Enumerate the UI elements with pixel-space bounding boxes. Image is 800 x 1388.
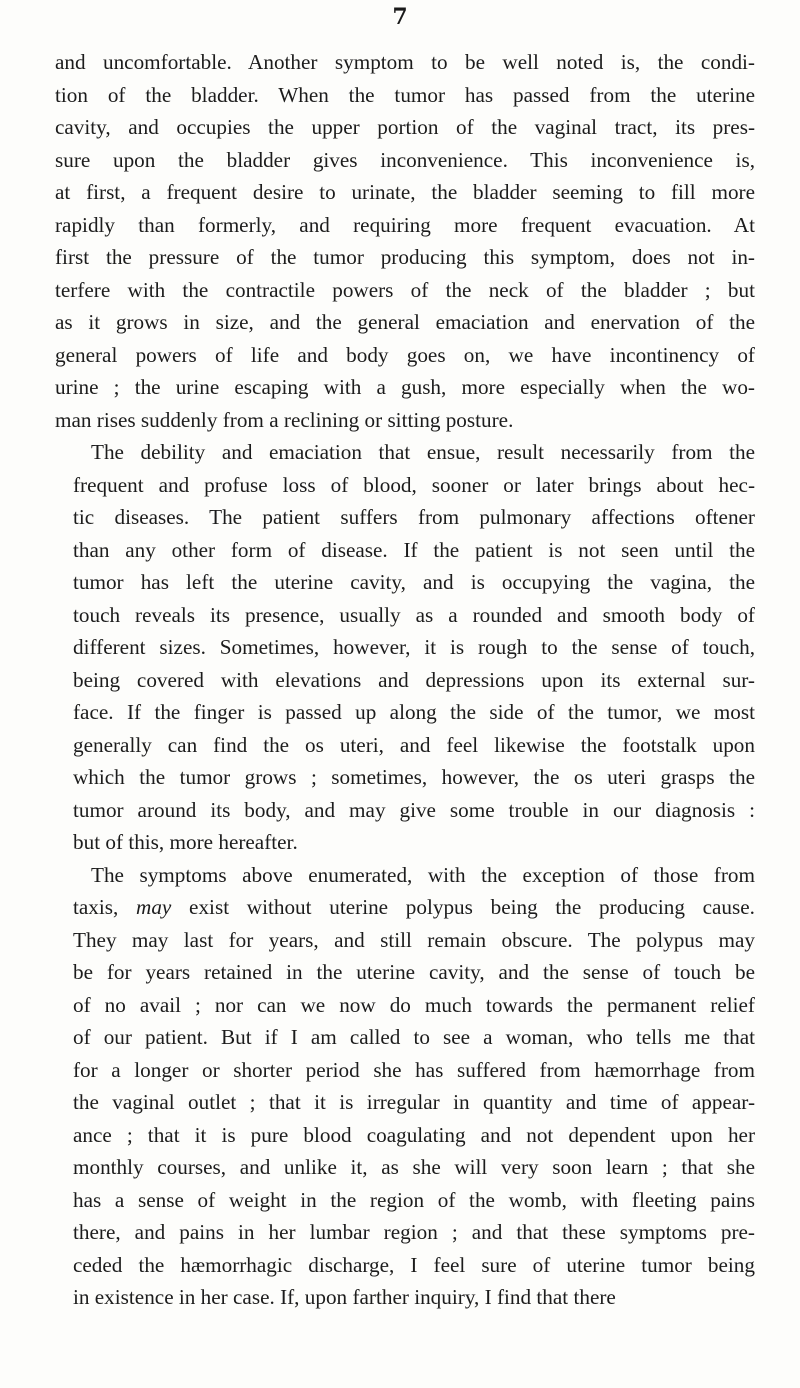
paragraph <box>55 46 755 436</box>
text-line: tic diseases. The patient suffers from pulmonary affections oftener <box>73 505 755 529</box>
text-line: different sizes. Sometimes, however, it is rough to the sense of touch, <box>73 635 755 659</box>
text-line: at first, a frequent desire to urinate, the bladder seeming to fill more <box>55 180 755 204</box>
text-line: taxis, may exist without uterine polypus being the producing cause. <box>73 895 755 919</box>
text-line: the vaginal outlet ; that it is irregular in quantity and time of appear- <box>73 1090 755 1114</box>
text-line: first the pressure of the tumor producing this symptom, does not in- <box>55 245 755 269</box>
text-line: be for years retained in the uterine cavity, and the sense of touch be <box>73 960 755 984</box>
text-line: than any other form of disease. If the patient is not seen until the <box>73 537 755 562</box>
text-line: generally can find the os uteri, and feel likewise the footstalk upon <box>73 732 755 757</box>
text-line: urine ; the urine escaping with a gush, more especially when the wo- <box>55 375 755 399</box>
text-line: man rises suddenly from a reclining or sitting posture. <box>55 407 514 432</box>
text-line: touch reveals its presence, usually as a rounded and smooth body of <box>73 602 755 627</box>
text-line: The debility and emaciation that ensue, result necessarily from the <box>91 440 755 464</box>
text-line: being covered with elevations and depressions upon its external sur- <box>73 667 755 692</box>
text-line: They may last for years, and still remain obscure. The polypus may <box>73 927 755 952</box>
paragraph <box>55 436 755 859</box>
text-line: ance ; that it is pure blood coagulating and not dependent upon her <box>73 1122 755 1147</box>
text-line: in existence in her case. If, upon farther inquiry, I find that there <box>73 1285 616 1309</box>
text-line: but of this, more hereafter. <box>73 830 298 854</box>
text-line: has a sense of weight in the region of the womb, with fleeting pains <box>73 1187 755 1212</box>
text-line: face. If the finger is passed up along the side of the tumor, we most <box>73 700 755 724</box>
text-line: of our patient. But if I am called to see a woman, who tells me that <box>73 1025 755 1049</box>
text-line: there, and pains in her lumbar region ; and that these symptoms pre- <box>73 1220 755 1244</box>
text-line: general powers of life and body goes on, we have incontinency of <box>55 342 755 367</box>
paragraph <box>55 859 755 1314</box>
text-line: ceded the hæmorrhagic discharge, I feel sure of uterine tumor being <box>73 1252 755 1277</box>
text-line: for a longer or shorter period she has suffered from hæmorrhage from <box>73 1057 755 1082</box>
text-line: which the tumor grows ; sometimes, however, the os uteri grasps the <box>73 765 755 789</box>
text-line: terfere with the contractile powers of the neck of the bladder ; but <box>55 277 755 302</box>
text-line: cavity, and occupies the upper portion of the vaginal tract, its pres- <box>55 115 755 139</box>
page-number: 7 <box>392 4 408 30</box>
text-line: frequent and profuse loss of blood, sooner or later brings about hec- <box>73 472 755 497</box>
text-line: The symptoms above enumerated, with the exception of those from <box>91 862 755 887</box>
text-line: as it grows in size, and the general emaciation and enervation of the <box>55 310 755 334</box>
text-line: and uncomfortable. Another symptom to be well noted is, the condi- <box>55 50 755 74</box>
text-line: of no avail ; nor can we now do much towards the permanent relief <box>73 992 755 1017</box>
text-line: tumor has left the uterine cavity, and is occupying the vagina, the <box>73 570 755 594</box>
text-line: sure upon the bladder gives inconvenience. This inconvenience is, <box>55 147 755 172</box>
text-line: tion of the bladder. When the tumor has passed from the uterine <box>55 82 755 107</box>
text-line: rapidly than formerly, and requiring more frequent evacuation. At <box>55 212 755 237</box>
text-line: monthly courses, and unlike it, as she will very soon learn ; that she <box>73 1155 755 1179</box>
body-text <box>55 46 755 1314</box>
text-line: tumor around its body, and may give some trouble in our diagnosis : <box>73 797 755 822</box>
